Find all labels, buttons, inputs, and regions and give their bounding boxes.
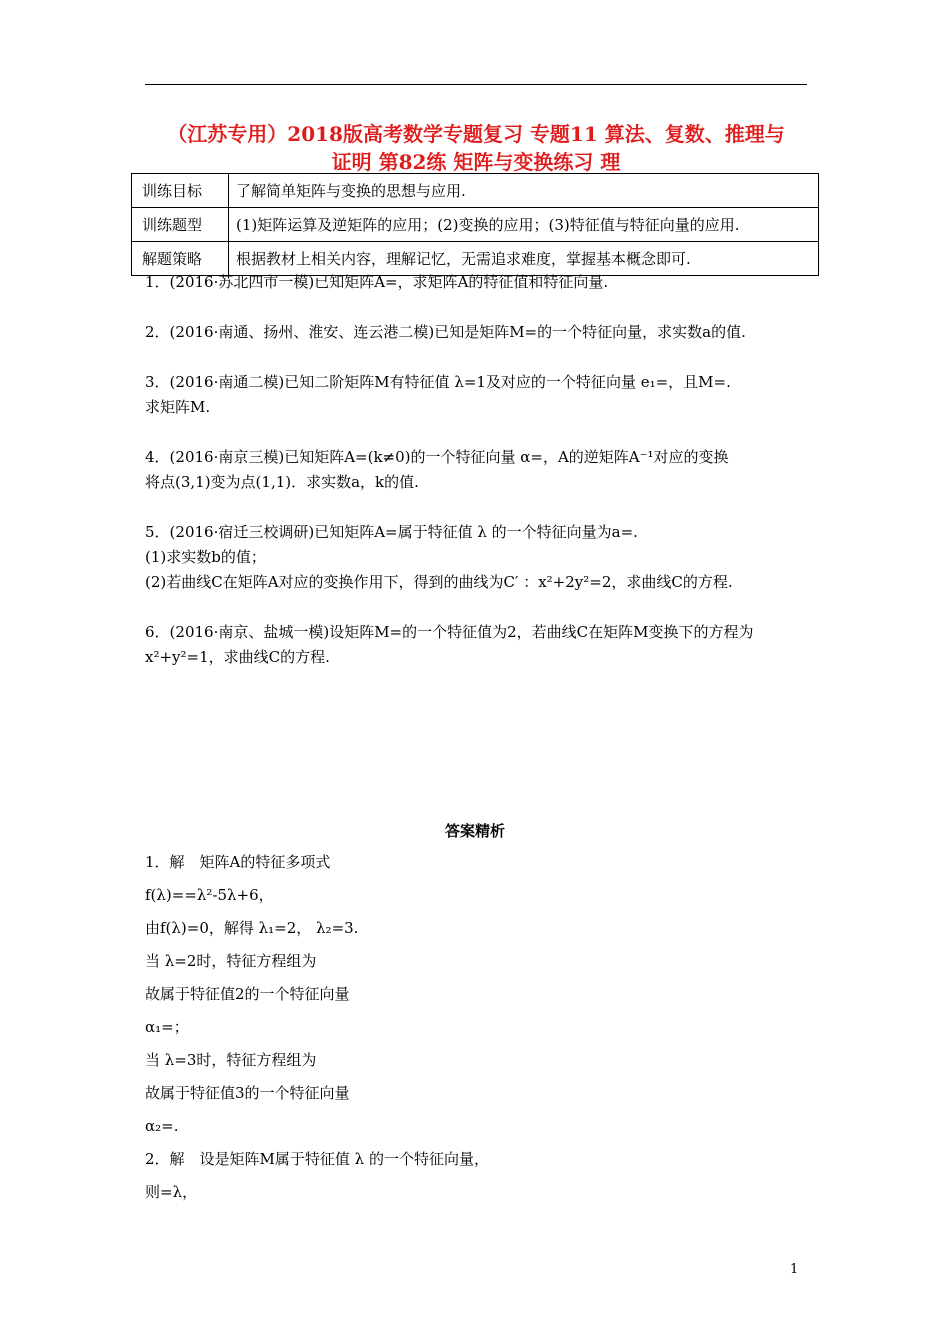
question-2: 2．(2016·南通、扬州、淮安、连云港二模)已知是矩阵M=的一个特征向量，求实数a的值.: [145, 323, 746, 341]
answer-line: α₁=；: [145, 1018, 189, 1036]
question-3: 3．(2016·南通二模)已知二阶矩阵M有特征值 λ=1及对应的一个特征向量 e₁=，且M=.: [145, 373, 731, 391]
question-5: 5．(2016·宿迁三校调研)已知矩阵A=属于特征值 λ 的一个特征向量为a=.: [145, 523, 638, 541]
answer-line: 故属于特征值3的一个特征向量: [145, 1084, 350, 1102]
question-4: 4．(2016·南京三模)已知矩阵A=(k≠0)的一个特征向量 α=，A的逆矩阵A⁻¹对应的变换: [145, 448, 729, 466]
answer-line: α₂=.: [145, 1117, 179, 1135]
question-6-cont: x²+y²=1，求曲线C的方程.: [145, 648, 330, 666]
training-info-table: [131, 173, 819, 276]
question-3-cont: 求矩阵M.: [145, 398, 211, 416]
table-key: 训练目标: [132, 174, 229, 208]
answers-heading: 答案精析: [444, 822, 505, 840]
title-line-2: 证明 第82练 矩阵与变换练习 理: [331, 150, 621, 174]
page-number: 1: [790, 1262, 799, 1277]
document-title: [140, 120, 812, 176]
question-5-part-1: (1)求实数b的值；: [145, 548, 266, 566]
table-value: (1)矩阵运算及逆矩阵的应用；(2)变换的应用；(3)特征值与特征向量的应用.: [229, 208, 819, 242]
question-6: 6．(2016·南京、盐城一模)设矩阵M=的一个特征值为2，若曲线C在矩阵M变换下的方程为: [145, 623, 754, 641]
answer-line: 1．解 矩阵A的特征多项式: [145, 853, 331, 871]
header-rule: [145, 84, 807, 85]
question-4-cont: 将点(3,1)变为点(1,1)．求实数a，k的值.: [145, 473, 419, 491]
answer-line: 当 λ=3时，特征方程组为: [145, 1051, 317, 1069]
table-key: 解题策略: [132, 242, 229, 276]
table-row: [132, 208, 819, 242]
table-row: [132, 174, 819, 208]
table-value: 根据教材上相关内容，理解记忆，无需追求难度，掌握基本概念即可.: [229, 242, 819, 276]
table-row: [132, 242, 819, 276]
title-line-1: （江苏专用）2018版高考数学专题复习 专题11 算法、复数、推理与: [167, 122, 785, 146]
answer-line: 当 λ=2时，特征方程组为: [145, 952, 317, 970]
answer-line: 故属于特征值2的一个特征向量: [145, 985, 350, 1003]
question-1: 1．(2016·苏北四市一模)已知矩阵A=，求矩阵A的特征值和特征向量.: [145, 273, 609, 291]
answer-line: 由f(λ)=0，解得 λ₁=2， λ₂=3.: [145, 919, 359, 937]
table-value: 了解简单矩阵与变换的思想与应用.: [229, 174, 819, 208]
answer-line: 2．解 设是矩阵M属于特征值 λ 的一个特征向量，: [145, 1150, 489, 1168]
answer-line: f(λ)==λ²-5λ+6，: [145, 886, 274, 904]
question-5-part-2: (2)若曲线C在矩阵A对应的变换作用下，得到的曲线为C′ ：x²+2y²=2，求曲线C的方程.: [145, 573, 733, 591]
answer-line: 则=λ，: [145, 1183, 198, 1201]
table-key: 训练题型: [132, 208, 229, 242]
